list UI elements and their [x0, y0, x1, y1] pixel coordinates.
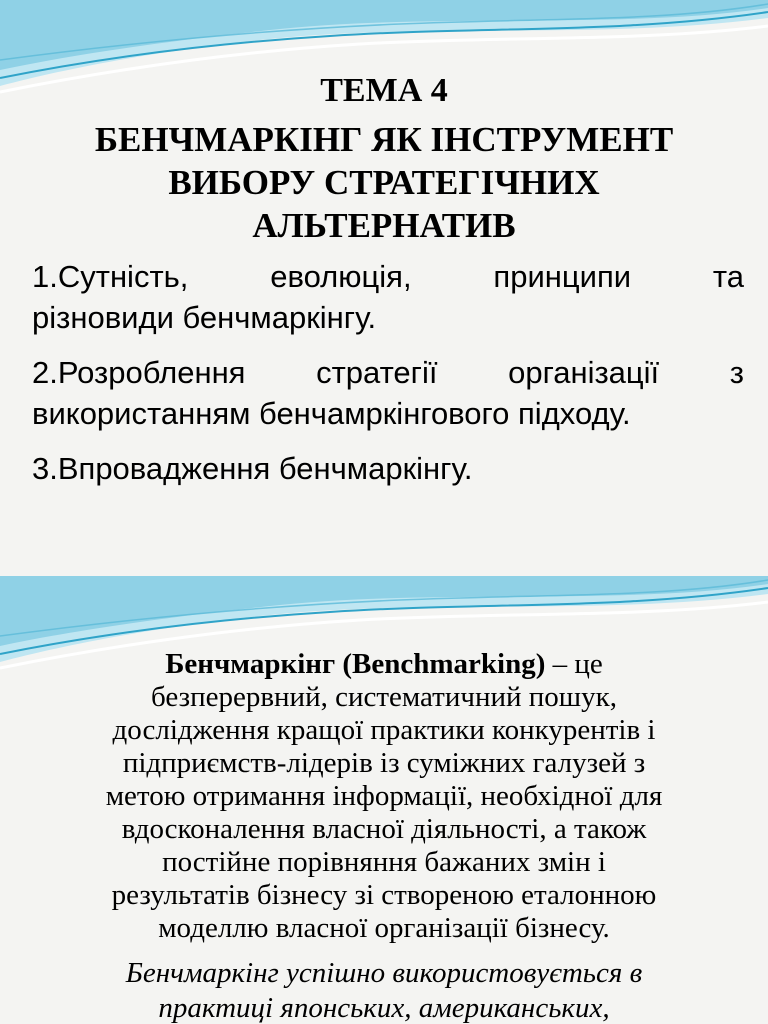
usage-note-line: практиці японських, американських, — [158, 992, 610, 1024]
topic-title — [0, 118, 768, 247]
definition-line: безперервний, систематичний пошук, — [151, 681, 617, 713]
definition-line: моделлю власної організації бізнесу. — [158, 912, 610, 944]
outline-item-text: 3.Впровадження бенчмаркінгу. — [32, 451, 473, 486]
definition-line: результатів бізнесу зі створеною еталонною — [111, 879, 657, 911]
benchmarking-definition — [40, 648, 728, 945]
outline-item-1 — [32, 256, 744, 338]
definition-heading — [40, 648, 728, 681]
topic-number: ТЕМА 4 — [320, 72, 448, 109]
usage-note-line: Бенчмаркінг успішно використовується в — [125, 957, 643, 989]
definition-line: вдосконалення власної діяльності, а також — [121, 813, 647, 845]
outline-item-text: 1.Сутність, еволюція, принципи та — [32, 259, 744, 294]
outline-item-2 — [32, 352, 744, 434]
title-line: АЛЬТЕРНАТИВ — [252, 206, 516, 245]
outline-item-text: 2.Розроблення стратегії організації з — [32, 355, 744, 390]
definition-term: Бенчмаркінг (Benchmarking) — [165, 648, 546, 680]
slide-2 — [0, 576, 768, 1024]
definition-line: дослідження кращої практики конкурентів і — [112, 714, 656, 746]
definition-line: постійне порівняння бажаних змін і — [162, 846, 606, 878]
usage-note — [40, 956, 728, 1024]
definition-line: підприємств-лідерів із суміжних галузей з — [122, 747, 646, 779]
definition-line: метою отримання інформації, необхідної для — [105, 780, 663, 812]
definition-dash: – це — [545, 648, 603, 680]
outline-item-3 — [32, 448, 744, 489]
topic-outline-list — [32, 256, 744, 503]
outline-item-text: використанням бенчамркінгового підходу. — [32, 396, 631, 431]
title-line: ВИБОРУ СТРАТЕГІЧНИХ — [168, 163, 600, 202]
title-line: БЕНЧМАРКІНГ ЯК ІНСТРУМЕНТ — [94, 120, 674, 159]
outline-item-text: різновиди бенчмаркінгу. — [32, 300, 377, 335]
